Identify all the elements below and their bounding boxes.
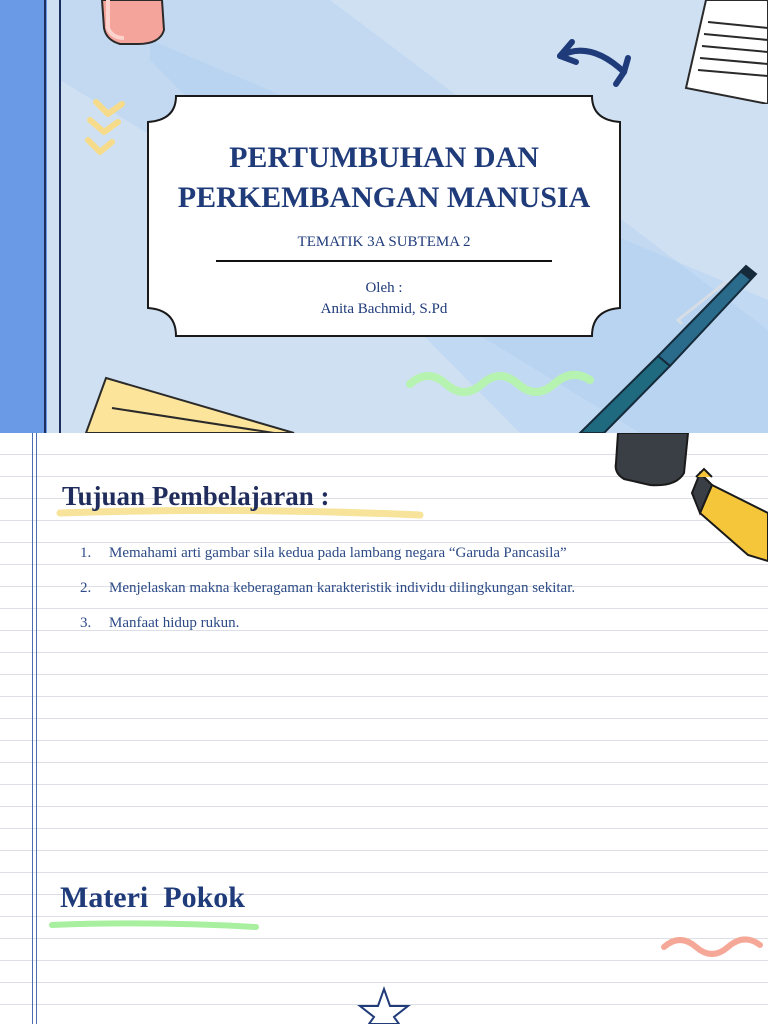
squiggle-icon (404, 366, 594, 402)
curved-arrows-icon (550, 32, 634, 90)
list-item (80, 543, 575, 578)
list-item-text: Memahami arti gambar sila kedua pada lambang negara “Garuda Pancasila” (109, 545, 567, 561)
materials-heading: Materi Pokok (60, 881, 245, 914)
list-item-text: Manfaat hidup rukun. (109, 615, 240, 631)
slide-title (146, 138, 622, 218)
slide-title-line2: PERKEMBANGAN MANUSIA (177, 181, 591, 214)
list-item-number: 2. (80, 580, 92, 596)
title-slide (0, 0, 768, 433)
heading-highlight-green (52, 923, 256, 927)
chevron-marks-icon (84, 96, 128, 162)
slide-subtitle: TEMATIK 3A SUBTEMA 2 (297, 234, 471, 250)
notes-slide (0, 433, 768, 1024)
eraser-icon (98, 0, 168, 48)
title-divider (216, 260, 552, 262)
list-item-number: 1. (80, 545, 92, 561)
author-block (146, 278, 622, 320)
star-icon (360, 989, 408, 1024)
notes-slide-decorations (0, 433, 768, 1024)
marker-cap-icon (616, 433, 688, 485)
title-card (146, 94, 622, 338)
highlighter-icon (692, 469, 768, 561)
list-item (80, 578, 575, 613)
list-item-text: Menjelaskan makna keberagaman karakteristik individu dilingkungan sekitar. (109, 580, 576, 596)
slide-title-line1: PERTUMBUHAN DAN (229, 141, 539, 174)
paper-sheet-icon (684, 0, 768, 104)
objectives-heading: Tujuan Pembelajaran : (62, 481, 330, 511)
notepad-icon (84, 376, 304, 433)
pink-squiggle-icon (664, 939, 760, 954)
objectives-list (80, 543, 575, 648)
author-name: Anita Bachmid, S.Pd (320, 301, 448, 317)
by-label: Oleh : (365, 280, 403, 296)
list-item-number: 3. (80, 615, 92, 631)
list-item (80, 613, 575, 648)
